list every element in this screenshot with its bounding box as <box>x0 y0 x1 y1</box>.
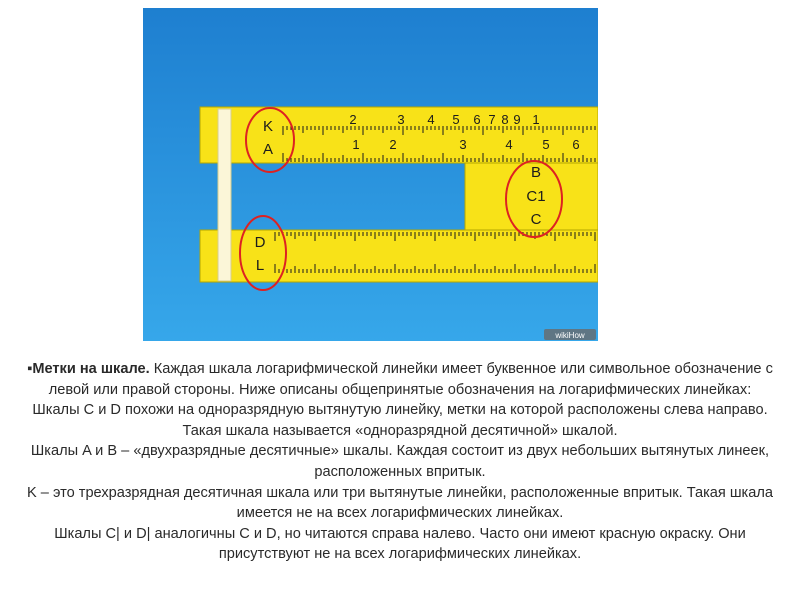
caption-line-4: Такая шкала называется «одноразрядной десятичной» шкалой. <box>182 422 618 439</box>
slide-rule-illustration <box>143 8 598 341</box>
k-number: 6 <box>473 112 481 127</box>
caption-line-7: K – это трехразрядная десятичная шкала или три вытянутые линейки, расположенные впритык. Такая шкала <box>26 484 774 501</box>
k-number: 7 <box>488 112 496 127</box>
caption-line-1 <box>4 359 796 380</box>
caption-lead: Метки на шкале. <box>32 361 150 377</box>
watermark-text: wikiHow <box>555 331 585 340</box>
k-number: 3 <box>397 112 405 127</box>
scale-label-k: K <box>262 118 274 135</box>
scale-label-c1: C1 <box>526 188 546 205</box>
scale-label-a: A <box>262 141 274 158</box>
scale-label-c: C <box>530 211 542 228</box>
k-number: 1 <box>532 112 540 127</box>
bullet-icon: ▪ <box>27 361 33 377</box>
cursor-bar[interactable] <box>218 109 231 281</box>
caption-line-5: Шкалы A и B – «двухразрядные десятичные» шкалы. Каждая состоит из двух небольших вытянутых линеек, <box>30 443 770 460</box>
a-number: 3 <box>459 137 467 152</box>
k-number: 8 <box>501 112 509 127</box>
k-number: 5 <box>452 112 460 127</box>
k-number: 9 <box>513 112 521 127</box>
k-number: 4 <box>427 112 435 127</box>
caption-line-2: левой или правой стороны. Ниже описаны общепринятые обозначения на логарифмических линейках: <box>48 381 752 398</box>
a-number: 2 <box>389 137 397 152</box>
scale-label-d: D <box>254 234 266 251</box>
a-number: 5 <box>542 137 550 152</box>
caption-text-block <box>4 359 796 565</box>
caption-line-3: Шкалы C и D похожи на одноразрядную вытянутую линейку, метки на которой расположены слева направо. <box>32 402 768 419</box>
caption-line-1-rest: Каждая шкала логарифмической линейки имеет буквенное или символьное обозначение с <box>149 361 773 377</box>
a-number: 1 <box>352 137 360 152</box>
a-number: 6 <box>572 137 580 152</box>
a-number: 4 <box>505 137 513 152</box>
k-number: 2 <box>349 112 357 127</box>
scale-label-l: L <box>255 257 265 274</box>
caption-line-8: имеется не на всех логарифмических линейках. <box>236 505 564 522</box>
caption-line-10: присутствуют не на всех логарифмических линейках. <box>218 546 582 563</box>
caption-line-6: расположенных впритык. <box>314 463 486 480</box>
caption-line-9: Шкалы C| и D| аналогичны C и D, но читаются справа налево. Часто они имеют красную окраску. Они <box>54 525 746 542</box>
scale-label-b: B <box>530 164 542 181</box>
